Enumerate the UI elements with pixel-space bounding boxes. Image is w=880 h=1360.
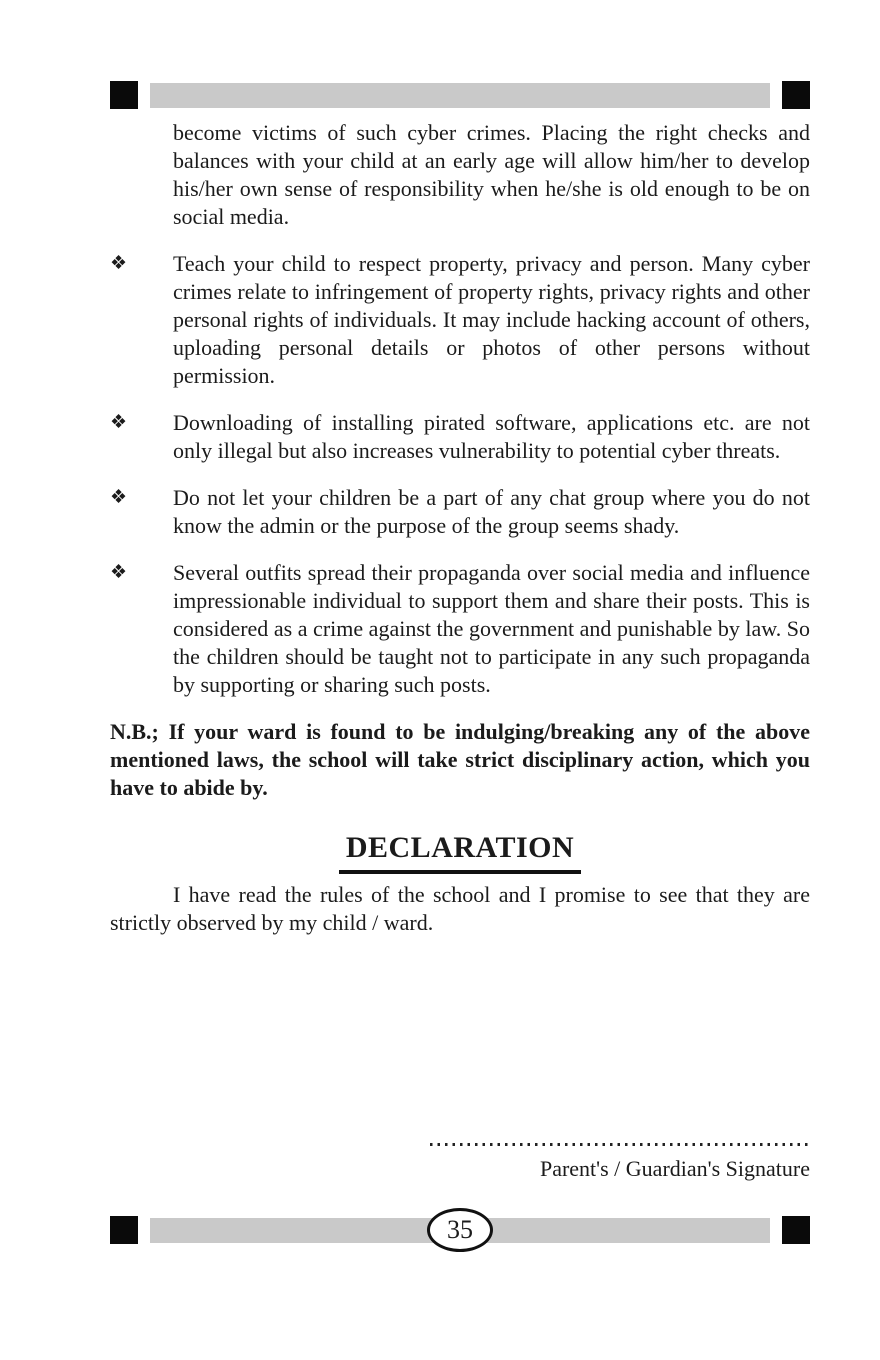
declaration-heading-wrap <box>110 831 810 874</box>
declaration-paragraph: I have read the rules of the school and I promise to see that they are strictly observed by my child / ward. <box>110 882 810 935</box>
ornament-square-right <box>782 81 810 109</box>
declaration-heading: DECLARATION <box>339 831 581 874</box>
signature-dotted-line <box>430 1142 810 1146</box>
bullet-item <box>110 559 810 699</box>
ornament-gray-bar <box>150 83 770 108</box>
bullet-diamond-icon: ❖ <box>110 562 128 583</box>
page-number-badge <box>427 1208 493 1252</box>
bullet-item-text: Do not let your children be a part of any chat group where you do not know the admin or the purpose of the group seems shady. <box>173 485 810 538</box>
bullet-item-text: Downloading of installing pirated software, applications etc. are not only illegal but also increases vulnerability to potential cyber threats. <box>173 410 810 463</box>
bullet-item <box>110 409 810 465</box>
ornament-square-right <box>782 1216 810 1244</box>
nb-warning-paragraph: N.B.; If your ward is found to be indulging/breaking any of the above mentioned laws, the school will take strict disciplinary action, which you have to abide by. <box>110 719 810 800</box>
intro-paragraph: become victims of such cyber crimes. Placing the right checks and balances with your child at an early age will allow him/her to develop his/her own sense of responsibility when he/she is old enough to be on social media. <box>173 120 810 229</box>
page-number: 35 <box>447 1215 473 1244</box>
page-body <box>110 119 810 959</box>
ornament-square-left <box>110 1216 138 1244</box>
bottom-ornament-bar <box>110 1216 810 1244</box>
bullet-item-text: Teach your child to respect property, privacy and person. Many cyber crimes relate to infringement of property rights, privacy rights and other personal rights of individuals. It may include hacking account of others, uploading personal details or photos of other persons without permission. <box>173 251 810 388</box>
bullet-diamond-icon: ❖ <box>110 487 128 508</box>
bullet-item <box>110 250 810 390</box>
bullet-item-text: Several outfits spread their propaganda over social media and influence impressionable individual to support them and share their posts. This is considered as a crime against the government and punishable by law. So the children should be taught not to participate in any such propaganda by supporting or sharing such posts. <box>173 560 810 697</box>
bullet-diamond-icon: ❖ <box>110 253 128 274</box>
bullet-diamond-icon: ❖ <box>110 412 128 433</box>
top-ornament-bar <box>110 81 810 109</box>
signature-label: Parent's / Guardian's Signature <box>539 1156 810 1181</box>
ornament-square-left <box>110 81 138 109</box>
bullet-item <box>110 484 810 540</box>
signature-block <box>430 1142 810 1183</box>
